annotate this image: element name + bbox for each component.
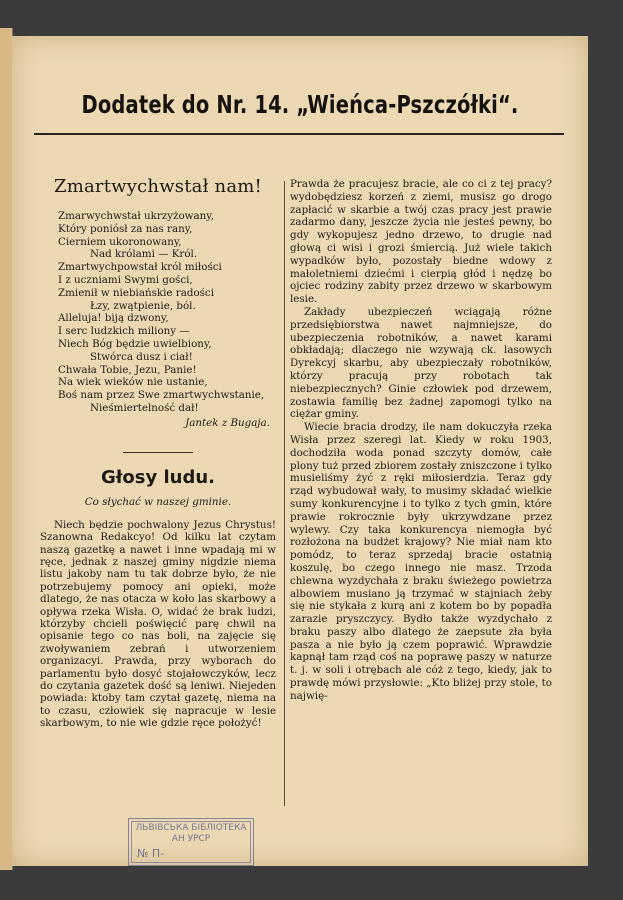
- poem-line: Zmarwychwstał ukrzyżowany,: [58, 210, 214, 222]
- left-column: [40, 176, 276, 730]
- poem-line: Boś nam przez Swe zmartwychwstanie,: [58, 389, 265, 402]
- article-text-right: [290, 178, 552, 703]
- poem-line: Cierniem ukoronowany,: [58, 235, 182, 248]
- stamp-line: № П-: [137, 847, 165, 860]
- section-title: Głosy ludu.: [100, 466, 216, 488]
- library-stamp: [128, 818, 254, 866]
- page-header-title: Dodatek do Nr. 14. „Wieńca-Pszczółki“.: [81, 90, 519, 119]
- article-paragraph: Zakłady ubezpieczeń wciągają różne przedsiębiorstwa nawet najmniejsze, do ubezpieczenia robotników, a nawet karami obkładają; dlaczego nie wzywają ck. lasowych Dyrekcyj skarbu, aby ubezpieczały robotników, którzy pracują przy robotach tak niebezpiecznych? Ginie człowiek pod drzewem, zostawia familię bez żadnej zapomogi tylko na ciężar gminy.: [290, 305, 552, 421]
- section-divider: [123, 452, 193, 453]
- poem-line: Stwórca dusz i ciał!: [90, 350, 193, 363]
- poem-title: Zmartwychwstał nam!: [54, 176, 262, 197]
- article-paragraph: Niech będzie pochwalony Jezus Chrystus! Szanowna Redakcyo! Od kilku lat czytam naszą gazetkę a nawet i inne wpadają mi w ręce, jednak z naszej gminy nigdzie niema listu jakoby nam tu tak dobrze było, że nie potrzebujemy pomocy ani opieki, może dlatego, że nas otacza w koło las skarbowy a opływa rzeka Wisła. O, widać że brak ludzi, którzyby chcieli poświęcić parę chwil na opisanie tego co nas boli, na zajęcie się zwoływaniem zebrań i utworzeniem organizacyi. Prawda, przy wyborach do parlamentu było dosyć stojałowczyków, lecz do czytania gazetek dość są leniwi. Niejeden powiada: ktoby tam czytał gazetę, niema na to czasu, człowiek się napracuje w lesie skarbowym, to nie wie gdzie ręce położyć!: [40, 518, 276, 730]
- poem-line: Zmienił w niebiańskie radości: [58, 286, 214, 299]
- article-paragraph: Prawda że pracujesz bracie, ale co ci z tej pracy? wydobędziesz korzeń z ziemi, musisz go drogo zapłacić w skarbie a twój czas pracy jest prawie zadarmo dany, jeszcze życia nie jesteś pewny, bo gdy wykopujesz jedno drzewo, to drugie nad głową ci wisi i grozi śmiercią. Już wiele takich wypadków było, pozostały biedne wdowy z małoletniemi dziećmi i cierpią głód i nędzę bo ojciec rodziny zabity przez drzewo w skarbowym lesie.: [290, 178, 552, 306]
- stamp-line: ЛЬВІВСЬКА БІБЛІОТЕКА: [135, 823, 247, 833]
- poem-line: I z uczniami Swymi gości,: [58, 273, 193, 286]
- article-text-left: [40, 519, 276, 730]
- poem-author: Jantek z Bugaja.: [185, 416, 270, 429]
- poem-line: I serc ludzkich miliony —: [58, 325, 190, 338]
- newspaper-page: [12, 36, 588, 866]
- stamp-line: АН УРСР: [171, 834, 211, 844]
- poem-line: Na wiek wieków nie ustanie,: [58, 376, 208, 389]
- section-subtitle: Co słychać w naszej gminie.: [84, 495, 232, 508]
- column-divider: [284, 181, 285, 806]
- poem-line: Niech Bóg będzie uwielbiony,: [58, 337, 212, 350]
- poem-line: Zmartwychpowstał król miłości: [58, 261, 222, 274]
- right-column: [290, 178, 552, 703]
- header-rule: [34, 133, 564, 135]
- poem-body: [40, 210, 276, 415]
- poem-line: Chwała Tobie, Jezu, Panie!: [58, 363, 197, 376]
- article-paragraph: Wiecie bracia drodzy, ile nam dokuczyła rzeka Wisła przez szeregi lat. Kiedy w roku 1903, dochodziła woda ponad szczyty domów, całe plony tuż przed zbiorem zostały zniszczone i tylko musieliśmy żyć z ręki miłosierdzia. Teraz gdy rząd wybudował wały, to musimy składać wielkie sumy konkurencyjne i to tylko z tych gmin, które prawie rokrocznie były ukrzywdzane przez wylewy. Czy taka konkurencya niemogła być rozłożona na budżet krajowy? Nie miał nam kto pomódz, to teraz sprzedaj bracie ostatnią koszulę, bo czego innego nie masz. Trzoda chlewna wyzdychała z braku świeżego powietrza albowiem musiano ją trzymać w stajniach żeby się nie stykała z kurą ani z kotem bo by popadła zarazie pryszczycy. Bydło także wyzdychało z braku paszy albo dlatego że zaepsute zła była pasza a nie było ją czem poprawić. Wprawdzie kapnął tam rząd coś na poprawę paszy w naturze t. j. w soli i otrębach ale cóż z tego, kiedy, jak to prawdę mówi przysłowie: „Kto bliżej przy stole, to najwię-: [290, 421, 553, 702]
- poem-line: Nad królami — Król.: [90, 248, 198, 261]
- poem-line: Który poniósł za nas rany,: [58, 222, 193, 235]
- poem-line: Nieśmiertelność dał!: [90, 401, 199, 414]
- poem-line: Łzy, zwątpienie, ból.: [90, 299, 196, 312]
- poem-line: Alleluja! biją dzwony,: [58, 312, 169, 325]
